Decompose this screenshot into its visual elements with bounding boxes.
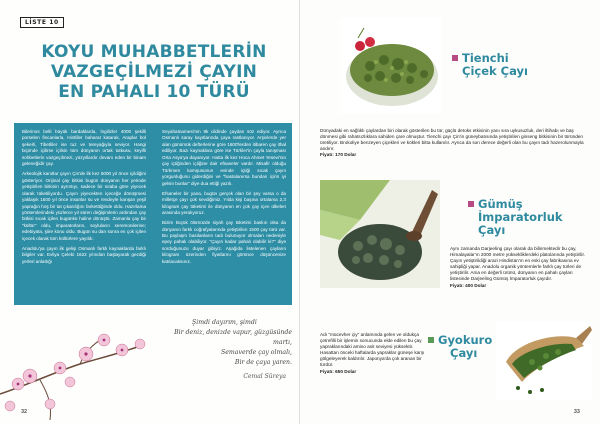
- tienchi-heading-line-2: Çiçek Çayı: [462, 64, 528, 78]
- silver-emperor-price: Fiyatı: 400 Dolar: [450, 282, 487, 288]
- gyokuro-price: Fiyatı: 650 Dolar: [320, 368, 357, 374]
- page-number-left: 32: [21, 409, 28, 415]
- quote-line-4: Bir de çaya yaren.: [234, 359, 292, 366]
- silver-emperor-heading-line-2: İmparatorluk: [478, 210, 563, 224]
- quote-line-2: Bir deniz, denizde vapur, güzgüsünde martı,: [174, 329, 292, 346]
- headline-line-3: EN PAHALI 10 TÜRÜ: [58, 82, 250, 102]
- green-square-icon: [428, 337, 434, 343]
- paragraph: Seyahatnamesi'nin 8k cildinde çaydan söz ediyor. Ayrıca Osmanlı saray kayıtlarında çaya rastlanıyor. Arşivlerde yer alan günümük defterlerine göre 1600'lerden itibaren çay ithal ediliyor. Bazı kaynaklara göre ise Türkler'in çayla tanışması Orta Asya'ya dayanıyor. Hatta ilk kez Hoca Ahmet Yesevi'nin çay içtiğinden içtiğine dair efsaneler vardır. Misafir olduğu Türkmen komşusunun evinde içtiği sıcak çayın yorgunluğunu giderdiğini ve "hastalanırsa bundan içirin iyi gelsin bunlar" diye dua ettiği yazılı.: [162, 129, 286, 186]
- pink-square-icon: [452, 55, 458, 61]
- page-number-right: 33: [573, 409, 580, 415]
- headline-line-1: KOYU MUHABBETLERİN: [41, 42, 267, 62]
- paragraph: Anadolu'ya çayın ilk gelişi Osmanlı farklı kaynaklarda farklı bilgiler var. Evliya Çelebi 1622 yılından başlayarak gezdiği yerleri anlattığı: [22, 245, 146, 264]
- gyokuro-tea-photo: [496, 322, 592, 400]
- quote-line-3: Semaverde çay olmalı,: [221, 349, 292, 356]
- tienchi-text: Dünyadaki en sağlıklı çaylardan biri olarak gösterilen bu tür, güçlü detoks etkisinin yanı sıra uykusuzluk, deri iltihabı ve baş dönmesi gibi rahatsızlıklara sahiden çare olmuştur. Tienchi çayı Çin'in güneybatısında yetiştirilen ginseng bitkisinin bir türünden üretiliyor. Brokoliye benzeyen çiçekleri ve kökleri bitta kullanılır. Ayrıca da son derece değerli olan bu çayın tadı hazerolunmayla andırır. Fiyatı: 170 Dolar: [320, 128, 584, 158]
- headline: [24, 42, 284, 102]
- headline-line-2: VAZGEÇİLMEZİ ÇAYIN: [50, 62, 258, 82]
- pink-square-icon: [468, 201, 474, 207]
- silver-emperor-tea-photo: [320, 180, 440, 288]
- article-column-1: [22, 129, 146, 269]
- article-body-block: [14, 123, 292, 305]
- silver-emperor-heading: Gümüş İmparatorluk Çayı: [468, 198, 563, 237]
- silver-emperor-heading-line-3: Çayı: [478, 223, 506, 237]
- paragraph: Bilerinos belli büyük bardaklarda, İngilizler 4000 şekilli porselen fincanlarla, Hintliler baharat katarak, Araplar bol şekerli, Tibetliler ise tuz ve tereyağıyla seviyor. Hangi biçimde içilirse içilsin tüm dünyanın ortak tutkusu, keyifli sohbetlerin vazgeçilmezi, yüzyıllardır devam eden bir binam geleneğidir çay.: [22, 129, 146, 167]
- gyokuro-heading: Gyokuro Çayı: [428, 334, 492, 360]
- paragraph: Arkeolojik kanıtlar çayın Çin'de ilk kez 6000 yıl önce içildiğini gösteriyor. Orijinal çay bitkisi bugün dünyanın her yerinde yetiştirilen bitkinin ayrıntıyı, sadece bir sıtaba göre yiyecek olarak tüketiliyordu. Çayın yiyecekten içeceğe dönüşmesi yaklaşık 1500 yıl önce insanlar su ve rendeyle karışan yeşil yaprağın hoş bir tat çıkardığını farketttiğinde oldu. Hazırlama yöntemlerindeki yüzlerce yıl süren değişimlerin ardından çay bitkisi sıcak içilen bugünkü haline dönüştü. Zamanla çay bir "kültür" oldu, imparatorların, soyluların seremonilerine; edebiyata, şiire konu oldu. Bugün su dan sonra en çok içilen içecek olarak tüm kültürlere yayıldı.: [22, 171, 146, 241]
- quote-line-1: Şimdi dayırım, şimdi: [192, 319, 257, 326]
- paragraph: Efsaneler bir yana, bugün gerçek olan bir şey varsa o da milletçe çayı çok sevdiğimiz. Yılda kişi başına ortalama 2,3 kilogram çay tüketimi ile dünyanın en çok çay içen ülkeleri arasında yeralıyoruz.: [162, 190, 286, 216]
- gyokuro-text: Adı "mücevher çiy" anlamında gelen ve oldukça çetrefilli bir işlemin sonucunda elde edilen bu çay yapraklarındaki amino asit seviyesi yüksektir. Hasattan önceki haftalarda yapraklar güneşe karşı gölgeleyerek kaldırılır. Japonya'da çok aranan bir türdür. Fiyatı: 650 Dolar: [320, 332, 425, 374]
- paragraph: Bizim küçük ölümüzde siyah çay tüketimi baskın olsa da dünyanın farklı coğrafyalarında yetiştirilen 1500 çay türü var. Bu paylaşm basılanların tadı bulunuyor olmaları nedeniyle epey pahalı olabiliyor. "Çayın kadar pahalı olabilir ki?" diye sorduğunuzu duyar gibiyiz. Aşağıda listelenen çayların kilogram üzerinden fiyatlarını görünce düşüncenize katılacaksınız.: [162, 220, 286, 264]
- quote-author: Cemal Süreya: [243, 373, 286, 380]
- right-page: [300, 0, 600, 424]
- gyokuro-heading-line-2: Çayı: [450, 346, 478, 360]
- tienchi-tea-photo: [340, 18, 442, 114]
- article-column-2: [162, 129, 286, 269]
- poem-quote: [168, 318, 292, 368]
- silver-emperor-text: Aynı zamanda Darjeeling çayı olarak da bilinmektedir bu çay, Himalayalar'ın 2000 metre yüksekliklerdeki platolarında yetiştirilir. Çayın yetiştirildiği arazi Hindistan'ın en eski çay fabrikasına ev sahipliği yapar. Anadolu organik yöntemlerle farklı çay türleri de yetiştirilir. Ama en değerli ürünü, dünyanın en pahalı çayları listesinde Darjeeling Gümüş İmparatorluk çayıdır. Fiyatı: 400 Dolar: [450, 246, 586, 288]
- list-tag: LİSTE 10: [20, 17, 64, 28]
- tienchi-heading: Tienchi Çiçek Çayı: [452, 52, 528, 78]
- tienchi-price: Fiyatı: 170 Dolar: [320, 152, 357, 158]
